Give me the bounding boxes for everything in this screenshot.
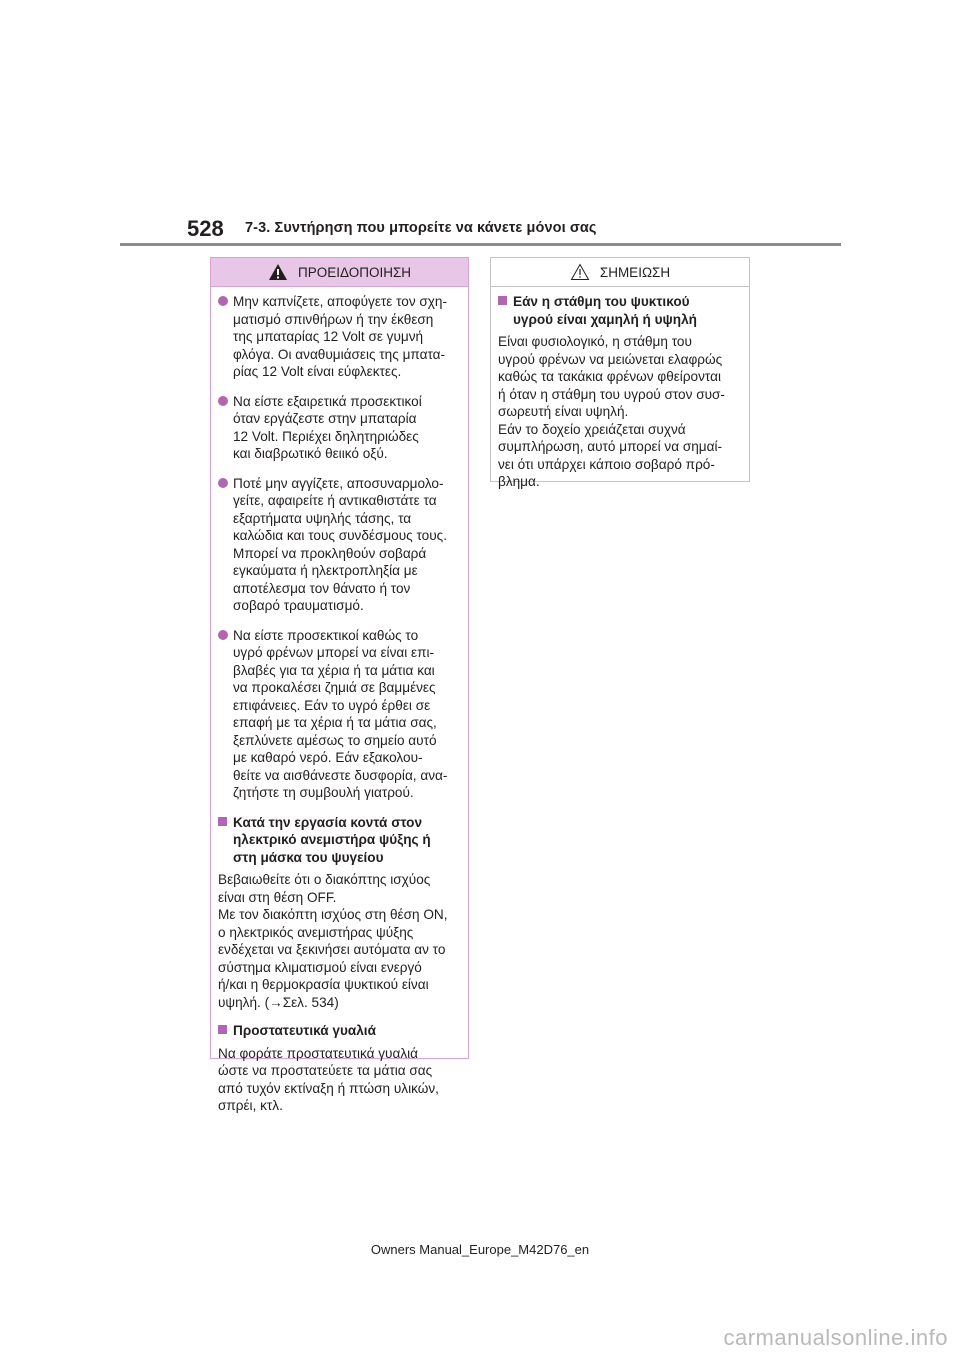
warning-triangle-icon <box>268 263 288 281</box>
warning-bullet-text: Ποτέ μην αγγίζετε, αποσυναρμολο- γείτε, αφαιρείτε ή αντικαθιστάτε τα εξαρτήματα υψηλής τάσης, τα καλώδια και τους συνδέσμους τους. Μπορεί να προκληθούν σοβαρά εγκαύματα ή ηλεκτροπληξία με αποτέλεσμα τον θάνατο ή τον σοβαρό τραυματισμό. <box>233 475 447 613</box>
section-title: 7-3. Συντήρηση που μπορείτε να κάνετε μόνοι σας <box>245 220 597 236</box>
note-section-body: Είναι φυσιολογικό, η στάθμη του υγρού φρένων να μειώνεται ελαφρώς καθώς τα τακάκια φρένων φθείρονται ή όταν η στάθμη του υγρού στον συσ- σωρευτή είναι υψηλή. Εάν το δοχείο χρειάζεται συχνά συμπλήρωση, αυτό μπορεί να σημαί- νει ότι υπάρχει κάποιο σοβαρό πρό- βλημα. <box>498 334 725 489</box>
warning-section-heading <box>218 814 460 867</box>
warning-box-header <box>211 258 468 287</box>
warning-bullet-item <box>218 293 460 381</box>
warning-section-heading-text: Προστατευτικά γυαλιά <box>233 1023 376 1038</box>
warning-section-body: Να φοράτε προστατευτικά γυαλιά ώστε να προστατεύετε τα μάτια σας από τυχόν εκτίναξη ή πτώση υλικών, σπρέι, κτλ. <box>218 1045 439 1113</box>
note-box-title: ΣΗΜΕΙΩΣΗ <box>599 264 671 280</box>
warning-bullet-text: Να είστε εξαιρετικά προσεκτικοί όταν εργάζεστε στην μπαταρία 12 Volt. Περιέχει δηλητηριώδες και διαβρωτικό θειικό οξύ. <box>233 393 422 461</box>
warning-bullet-text: Να είστε προσεκτικοί καθώς το υγρό φρένων μπορεί να είναι επι- βλαβές για τα χέρια ή τα μάτια και να προκαλέσει ζημιά σε βαμμένες επιφάνειες. Εάν το υγρό έρθει σε επαφή με τα χέρια ή τα μάτια σας, ξεπλύνετε αμέσως το σημείο αυτό με καθαρό νερό. Εάν εξακολου- θείτε να αισθάνεστε δυσφορία, ανα- ζητήστε τη συμβουλή γιατρού. <box>233 627 448 800</box>
warning-bullet-item <box>218 627 460 802</box>
warning-box-body <box>211 287 468 1115</box>
warning-section-heading-text: Κατά την εργασία κοντά στον ηλεκτρικό ανεμιστήρα ψύξης ή στη μάσκα του ψυγείου <box>233 814 431 865</box>
caution-triangle-outline-icon <box>570 263 590 281</box>
footer-text: Owners Manual_Europe_M42D76_en <box>370 1242 590 1257</box>
warning-box-title: ΠΡΟΕΙΔΟΠΟΙΗΣΗ <box>297 264 412 280</box>
header-rule <box>120 243 841 246</box>
watermark: carmanualsonline.info <box>723 1325 948 1350</box>
bullet-dot <box>218 396 228 406</box>
bullet-dot <box>218 630 228 640</box>
warning-section-heading <box>218 1022 460 1040</box>
warning-section-body: Βεβαιωθείτε ότι ο διακόπτης ισχύος είναι στη θέση OFF. Με τον διακόπτη ισχύος στη θέση ON, ο ηλεκτρικός ανεμιστήρας ψύξης ενδέχεται να ξεκινήσει αυτόματα αν το σύστημα κλιματισμού είναι ενεργό ή/και η θερμοκρασία ψυκτικού είναι υψηλή. (→Σελ. 534) <box>218 872 448 1010</box>
bullet-dot <box>218 296 228 306</box>
square-bullet <box>218 1025 227 1034</box>
bullet-dot <box>218 478 228 488</box>
note-box-header <box>491 258 749 287</box>
note-box-body <box>491 287 749 491</box>
warning-bullet-text: Μην καπνίζετε, αποφύγετε τον σχη- ματισμό σπινθήρων ή την έκθεση της μπαταρίας 12 Volt σε γυμνή φλόγα. Οι αναθυμιάσεις της μπατα- ρίας 12 Volt είναι εύφλεκτες. <box>233 294 448 379</box>
note-box <box>490 257 750 489</box>
square-bullet <box>218 817 227 826</box>
page-number: 528 <box>187 216 224 241</box>
warning-box <box>210 257 469 1113</box>
warning-bullet-item <box>218 475 460 615</box>
note-section-heading-text: Εάν η στάθμη του ψυκτικού υγρού είναι χαμηλή ή υψηλή <box>513 294 697 327</box>
note-section-heading <box>498 293 741 328</box>
warning-bullet-item <box>218 393 460 463</box>
square-bullet <box>498 296 507 305</box>
